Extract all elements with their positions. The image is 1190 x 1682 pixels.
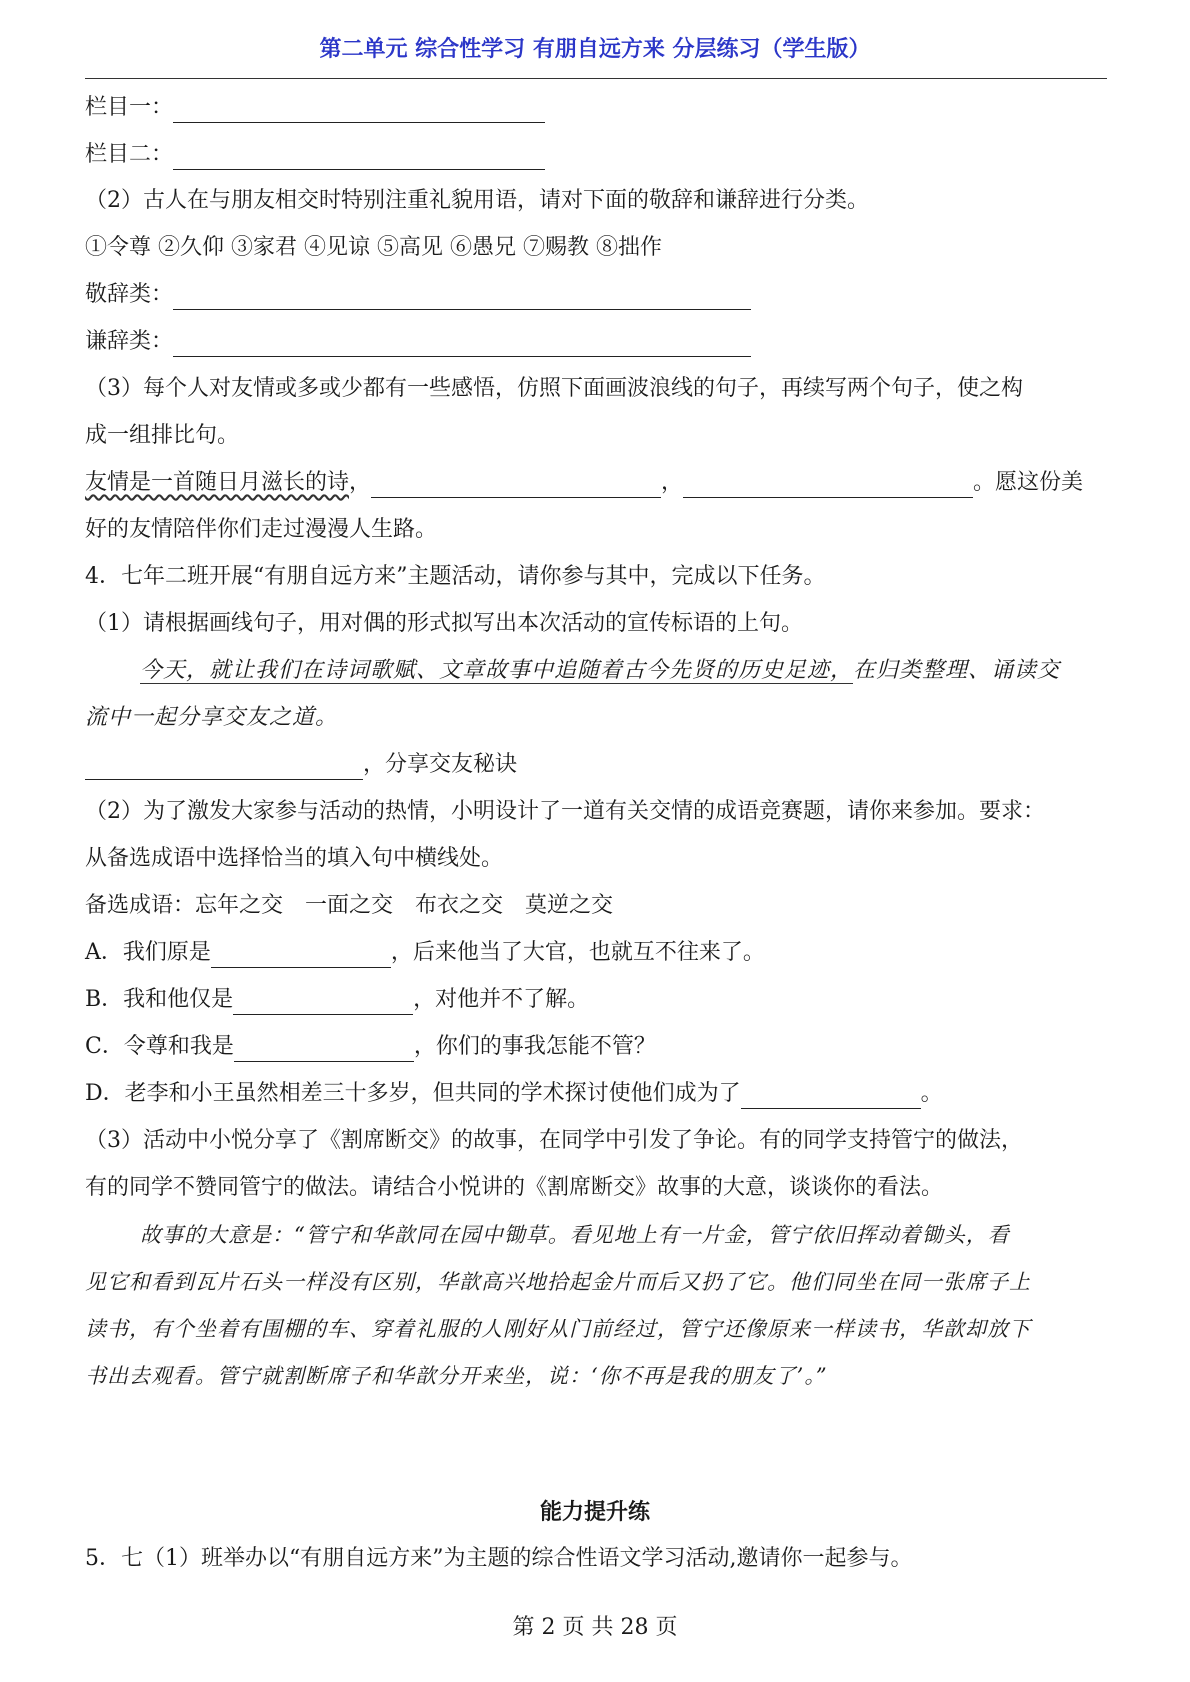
underlined-sentence: 今天，就让我们在诗词歌赋、文章故事中追随着古今先贤的历史足迹， [140,658,854,683]
parallelism-line [85,468,1083,498]
passage-continuation: 流中一起分享交友之道。 [85,705,339,730]
humble-blank[interactable] [173,334,751,357]
column-one-label: 栏目一： [85,95,174,120]
honorific-blank[interactable] [173,287,751,310]
column-one-blank[interactable] [173,100,545,123]
humble-label: 谦辞类： [85,329,174,354]
question-3-3-line2: 成一组排比句。 [85,423,240,448]
honorific-label: 敬辞类： [85,282,174,307]
section-heading: 能力提升练 [539,1499,650,1525]
wavy-sentence: 友情是一首随日月滋长的诗 [85,470,350,495]
option-b-suffix: ，对他并不了解。 [413,987,590,1012]
question-4-3-line2: 有的同学不赞同管宁的做法。请结合小悦讲的《割席断交》故事的大意，谈谈你的看法。 [85,1175,944,1200]
parallelism-end: 。愿这份美 [973,470,1084,495]
parallel-blank-1[interactable] [371,475,661,498]
question-3-2: （2）古人在与朋友相交时特别注重礼貌用语，请对下面的敬辞和谦辞进行分类。 [85,188,869,213]
question-4-2-line2: 从备选成语中选择恰当的填入句中横线处。 [85,846,504,871]
page-number: 第 2 页 共 28 页 [512,1615,678,1640]
option-a-blank[interactable] [211,945,391,968]
parallel-blank-2[interactable] [683,475,973,498]
passage-rest: 在归类整理、诵读交 [853,658,1061,683]
slogan-blank[interactable] [85,757,363,780]
comma: ， [349,470,372,495]
question-4-1: （1）请根据画线句子，用对偶的形式拟写出本次活动的宣传标语的上句。 [85,611,803,636]
option-c-blank[interactable] [234,1039,414,1062]
slogan-line [85,750,517,780]
question-3-3-line1: （3）每个人对友情或多或少都有一些感悟，仿照下面画波浪线的句子，再续写两个句子，使之构 [85,376,1024,401]
option-d-suffix: 。 [920,1081,943,1106]
idiom-options: 备选成语：忘年之交 一面之交 布衣之交 莫逆之交 [85,893,614,918]
option-a [85,938,765,968]
option-c [85,1032,656,1062]
parallelism-line-end: 好的友情陪伴你们走过漫漫人生路。 [85,517,438,542]
option-b-blank[interactable] [233,992,413,1015]
question-4: 4．七年二班开展“有朋自远方来”主题活动，请你参与其中，完成以下任务。 [85,564,826,589]
header-divider [85,78,1107,79]
question-4-3-line1: （3）活动中小悦分享了《割席断交》的故事，在同学中引发了争论。有的同学支持管宁的做法， [85,1128,1024,1153]
option-b-prefix: B．我和他仅是 [85,987,234,1012]
humble-line [85,327,751,357]
honorific-items: ①令尊 ②久仰 ③家君 ④见谅 ⑤高见 ⑥愚兄 ⑦赐教 ⑧拙作 [85,235,662,260]
story-line-1: 故事的大意是：“管宁和华歆同在园中锄草。看见地上有一片金，管宁依旧挥动着锄头，看 [140,1223,1010,1247]
story-line-2: 见它和看到瓦片石头一样没有区别，华歆高兴地拾起金片而后又扔了它。他们同坐在同一张席子上 [85,1270,1031,1294]
comma: ， [661,470,684,495]
column-two-label: 栏目二： [85,142,174,167]
option-c-suffix: ，你们的事我怎能不管？ [413,1034,656,1059]
option-a-prefix: A．我们原是 [85,940,211,965]
question-4-2-line1: （2）为了激发大家参与活动的热情，小明设计了一道有关交情的成语竞赛题，请你来参加。要求： [85,799,1046,824]
column-one-line [85,93,545,123]
story-line-4: 书出去观看。管宁就割断席子和华歆分开来坐，说：‘你不再是我的朋友了’。” [85,1364,828,1388]
option-d [85,1079,943,1109]
option-a-suffix: ，后来他当了大官，也就互不往来了。 [390,940,765,965]
page-header-title: 第二单元 综合性学习 有朋自远方来 分层练习（学生版） [319,37,871,62]
story-line-3: 读书，有个坐着有围棚的车、穿着礼服的人刚好从门前经过，管宁还像原来一样读书，华歆却放下 [85,1317,1031,1341]
honorific-line [85,280,751,310]
column-two-line [85,140,545,170]
underlined-passage-line [140,656,1060,686]
option-d-blank[interactable] [741,1086,921,1109]
option-b [85,985,589,1015]
question-5: 5．七（1）班举办以“有朋自远方来”为主题的综合性语文学习活动,邀请你一起参与。 [85,1546,913,1571]
option-d-prefix: D．老李和小王虽然相差三十多岁，但共同的学术探讨使他们成为了 [85,1081,741,1106]
option-c-prefix: C．令尊和我是 [85,1034,234,1059]
column-two-blank[interactable] [173,147,545,170]
slogan-second-half: ，分享交友秘诀 [363,752,518,777]
